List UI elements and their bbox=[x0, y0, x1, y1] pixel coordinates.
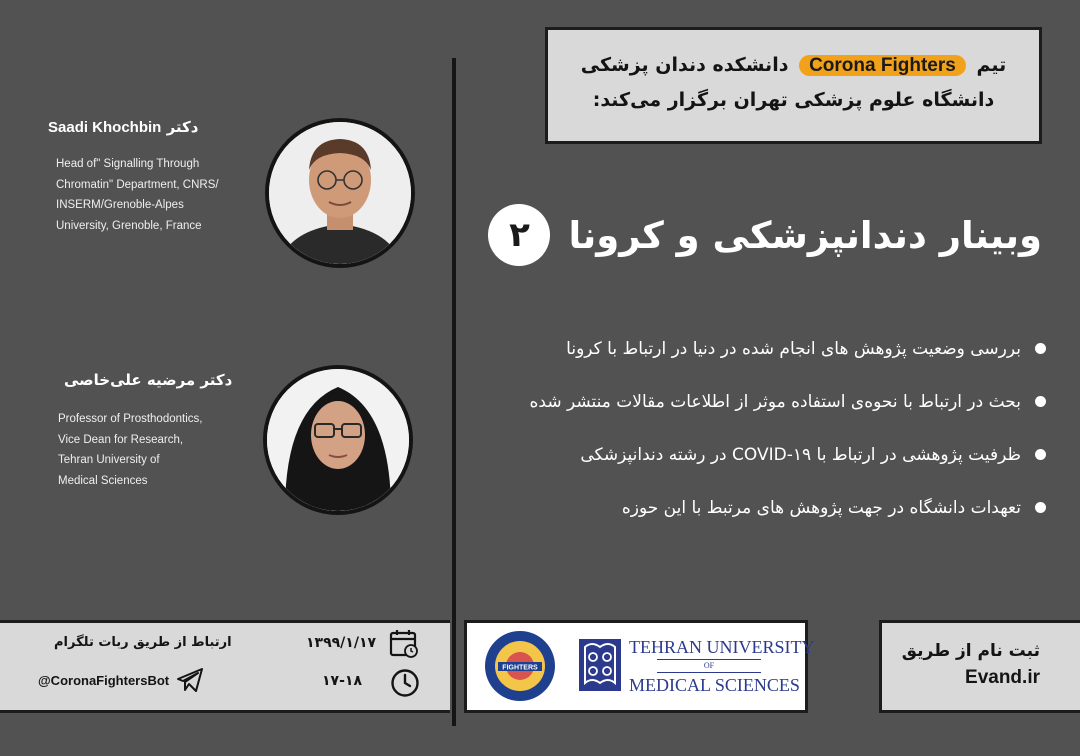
tums-line-1: TEHRAN UNIVERSITY bbox=[629, 637, 815, 657]
speaker-2-portrait bbox=[267, 369, 409, 511]
speaker-1-name bbox=[48, 118, 198, 136]
description-line: Head of" Signalling Through bbox=[56, 158, 200, 170]
topic-text: ظرفیت پژوهشی در ارتباط با COVID-۱۹ در رشته دندانپزشکی bbox=[580, 444, 1021, 465]
clock-icon bbox=[389, 667, 421, 699]
description-line: Vice Dean for Research, bbox=[58, 433, 184, 446]
speaker-2-photo bbox=[263, 365, 413, 515]
description-line: INSERM/Grenoble-Alpes bbox=[56, 199, 184, 211]
speaker-1-portrait bbox=[269, 122, 411, 264]
center-divider bbox=[452, 58, 456, 726]
description-line: Professor of Prosthodontics, bbox=[58, 413, 203, 425]
speaker-1-title: دکتر bbox=[166, 118, 199, 136]
topic-list bbox=[466, 322, 1046, 534]
brand-badge: Corona Fighters bbox=[799, 55, 966, 76]
list-item bbox=[466, 375, 1046, 428]
speaker-1-latin-name: Saadi Khochbin bbox=[48, 119, 162, 136]
speaker-1-photo bbox=[265, 118, 415, 268]
organizer-header bbox=[545, 27, 1042, 144]
speaker-2-description bbox=[58, 409, 202, 491]
speaker-2-name: دکتر مرضیه علی‌خاصی bbox=[64, 371, 233, 389]
description-line: Medical Sciences bbox=[58, 474, 148, 487]
header-line-2: دانشگاه علوم پزشکی تهران برگزار می‌کند: bbox=[592, 89, 995, 111]
registration-box bbox=[879, 620, 1080, 713]
bullet-icon bbox=[1035, 343, 1046, 354]
tums-line-2: MEDICAL SCIENCES bbox=[629, 675, 800, 695]
header-prefix: تیم bbox=[976, 54, 1007, 76]
bullet-icon bbox=[1035, 502, 1046, 513]
corona-fighters-logo bbox=[483, 629, 557, 703]
telegram-label: ارتباط از طریق ربات تلگرام bbox=[54, 635, 232, 650]
list-item bbox=[466, 428, 1046, 481]
contact-bar bbox=[0, 620, 450, 713]
bullet-icon bbox=[1035, 396, 1046, 407]
topic-text: بررسی وضعیت پژوهش های انجام شده در دنیا در ارتباط با کرونا bbox=[566, 338, 1021, 359]
header-line-1 bbox=[562, 48, 1025, 83]
bullet-icon bbox=[1035, 449, 1046, 460]
title-number-badge: ۲ bbox=[488, 204, 550, 266]
logos-panel bbox=[464, 620, 815, 713]
telegram-icon bbox=[176, 667, 204, 693]
tums-emblem-icon bbox=[577, 637, 623, 693]
header-suffix: دانشکده دندان پزشکی bbox=[580, 54, 789, 76]
description-line: Tehran University of bbox=[58, 454, 160, 466]
description-line: Chromatin" Department, CNRS/ bbox=[56, 178, 219, 191]
tums-wordmark bbox=[629, 637, 815, 695]
fighters-badge-text: FIGHTERS bbox=[502, 664, 538, 672]
tums-of: OF bbox=[657, 659, 761, 673]
registration-label: ثبت نام از طریق bbox=[901, 641, 1040, 661]
calendar-icon bbox=[388, 627, 420, 659]
title-text: وبینار دندانپزشکی و کرونا bbox=[568, 213, 1042, 257]
webinar-title bbox=[488, 200, 1042, 270]
topic-text: بحث در ارتباط با نحوه‌ی استفاده موثر از اطلاعات مقالات منتشر شده bbox=[529, 391, 1021, 412]
speaker-1-description bbox=[56, 154, 219, 236]
description-line: University, Grenoble, France bbox=[56, 219, 202, 232]
list-item bbox=[466, 322, 1046, 375]
topic-text: تعهدات دانشگاه در جهت پژوهش های مرتبط با این حوزه bbox=[621, 497, 1021, 518]
event-date: ۱۳۹۹/۱/۱۷ bbox=[306, 635, 377, 651]
telegram-handle[interactable]: @CoronaFightersBot bbox=[38, 673, 170, 688]
list-item bbox=[466, 481, 1046, 534]
registration-link[interactable]: Evand.ir bbox=[965, 667, 1040, 688]
event-time: ۱۷-۱۸ bbox=[322, 673, 362, 689]
